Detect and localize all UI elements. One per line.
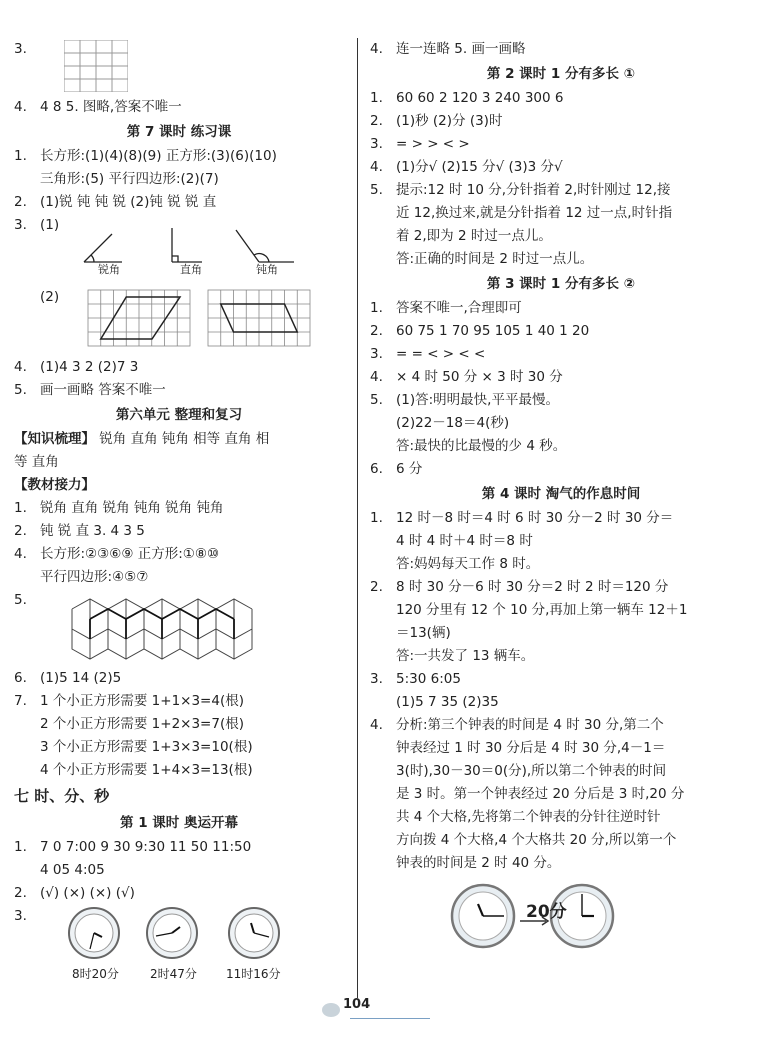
answer-text: 钝 锐 直 3. 4 3 5 [40, 523, 145, 539]
answer-3-parallelograms [14, 286, 344, 356]
l4-answer-4-b [370, 737, 752, 760]
section-tag: 【教材接力】 [14, 477, 95, 493]
answer-text: 7 0 7:00 9 30 9:30 11 50 11:50 [40, 839, 252, 855]
column-divider [357, 38, 358, 998]
l4-answer-2-d [370, 645, 752, 668]
clocks-figure [66, 905, 286, 961]
item-number: 3. [14, 41, 27, 57]
lesson-heading: 第 3 课时 1 分有多长 ② [486, 276, 636, 292]
answer-text: (2)22－18＝4(秒) [396, 415, 510, 431]
item-number: 4. [370, 41, 383, 57]
item-number: 3. [370, 346, 383, 362]
relay-1 [14, 497, 344, 520]
answer-text: (1) [40, 217, 60, 233]
clock-time-label: 8时20分 [72, 967, 119, 981]
answer-text: 3(时),30－30＝0(分),所以第二个钟表的时间 [396, 763, 667, 779]
answer-text: (√) (×) (×) (√) [40, 885, 135, 901]
left-column [14, 38, 344, 983]
l2-answer-4 [370, 156, 752, 179]
time-2 [14, 882, 344, 905]
answer-text: 锐角 直角 钝角 相等 直角 相 [99, 431, 270, 447]
textbook-relay [14, 474, 344, 497]
item-number: 3. [14, 217, 27, 233]
answer-text: 画一画略 答案不唯一 [40, 382, 166, 398]
answer-4b [14, 356, 344, 379]
answer-text: = = < > < < [396, 346, 486, 362]
item-number: 6. [370, 461, 383, 477]
two-clocks-figure [370, 875, 752, 955]
item-number: 4. [14, 546, 27, 562]
l2-answer-5 [370, 179, 752, 202]
answer-text: 2 个小正方形需要 1+2×3=7(根) [40, 716, 244, 732]
answer-1 [14, 145, 344, 168]
answer-2 [14, 191, 344, 214]
page-number: 104 [343, 997, 371, 1012]
l3-answer-1 [370, 297, 752, 320]
answer-text: = > > < > [396, 136, 470, 152]
answer-text: 锐角 直角 锐角 钝角 锐角 钝角 [40, 500, 224, 516]
item-number: 4. [370, 369, 383, 385]
item-number: 2. [14, 194, 27, 210]
item-number: 5. [370, 182, 383, 198]
l3-answer-5-c [370, 435, 752, 458]
answer-text: (1)5 7 35 (2)35 [396, 694, 499, 710]
l4-answer-4-d [370, 783, 752, 806]
answer-text: 长方形:(1)(4)(8)(9) 正方形:(3)(6)(10) [40, 148, 277, 164]
answer-text: 4 05 4:05 [40, 862, 105, 878]
l4-answer-1 [370, 507, 752, 530]
page-footer-rule [350, 1018, 430, 1019]
item-number: 5. [14, 382, 27, 398]
lesson-heading: 第 2 课时 1 分有多长 ① [486, 66, 636, 82]
knowledge-review-cont [14, 451, 344, 474]
answer-text: ＝13(辆) [396, 625, 451, 641]
answer-text: 三角形:(5) 平行四边形:(2)(7) [40, 171, 219, 187]
l4-answer-4-e [370, 806, 752, 829]
relay-4 [14, 543, 344, 566]
clock-icon [229, 908, 279, 958]
obtuse-angle-label: 钝角 [256, 263, 278, 276]
l4-answer-1-c [370, 553, 752, 576]
answer-text: (1)分√ (2)15 分√ (3)3 分√ [396, 159, 563, 175]
clock-icon [452, 885, 514, 947]
l3-answer-5 [370, 389, 752, 412]
l4-answer-2 [370, 576, 752, 599]
answer-top [370, 38, 752, 61]
relay-2 [14, 520, 344, 543]
l2-answer-5-c [370, 225, 752, 248]
clock-icon [147, 908, 197, 958]
l4-answer-4 [370, 714, 752, 737]
item-number: 4. [14, 99, 27, 115]
l2-answer-2 [370, 110, 752, 133]
answer-text: 等 直角 [14, 454, 59, 470]
item-number: 1. [14, 839, 27, 855]
answer-text: 提示:12 时 10 分,分针指着 2,时针刚过 12,接 [396, 182, 671, 198]
item-number: 1. [370, 300, 383, 316]
answer-text: 5:30 6:05 [396, 671, 461, 687]
answer-text: 共 4 个大格,先将第二个钟表的分针往逆时针 [396, 809, 661, 825]
item-number: 4. [370, 717, 383, 733]
item-number: 4. [370, 159, 383, 175]
acute-angle-label: 锐角 [98, 263, 120, 276]
answer-text: (1)答:明明最快,平平最慢。 [396, 392, 559, 408]
l4-answer-2-b [370, 599, 752, 622]
unit-heading: 第六单元 整理和复习 [115, 407, 243, 423]
item-number: 1. [370, 510, 383, 526]
l3-answer-4 [370, 366, 752, 389]
l4-answer-1-b [370, 530, 752, 553]
answer-text: 长方形:②③⑥⑨ 正方形:①⑧⑩ [40, 546, 220, 562]
l4-answer-3-b [370, 691, 752, 714]
time-3-clocks [14, 905, 344, 983]
answer-text: 60 60 2 120 3 240 300 6 [396, 90, 564, 106]
answer-text: 8 时 30 分－6 时 30 分＝2 时 2 时＝120 分 [396, 579, 669, 595]
relay-7 [14, 690, 344, 713]
item-number: 3. [370, 671, 383, 687]
l2-answer-1 [370, 87, 752, 110]
answer-text: 分析:第三个钟表的时间是 4 时 30 分,第二个 [396, 717, 664, 733]
answer-text: 近 12,换过来,就是分针指着 12 过一点,时针指 [396, 205, 673, 221]
answer-text: 是 3 时。第一个钟表经过 20 分后是 3 时,20 分 [396, 786, 685, 802]
answer-text: 答案不唯一,合理即可 [396, 300, 522, 316]
clock-time-label: 2时47分 [150, 967, 197, 981]
item-number: 2. [370, 323, 383, 339]
item-number: 4. [14, 359, 27, 375]
answer-text: 平行四边形:④⑤⑦ [40, 569, 149, 585]
answer-text: 钟表经过 1 时 30 分后是 4 时 30 分,4－1＝ [396, 740, 666, 756]
answer-3-angles [14, 214, 344, 286]
answer-text: (1)锐 钝 钝 锐 (2)钝 锐 锐 直 [40, 194, 217, 210]
relay-7-d [14, 759, 344, 782]
small-grid-figure [64, 40, 128, 92]
chapter-heading: 七 时、分、秒 [14, 787, 110, 805]
answer-text: 4 时 4 时＋4 时＝8 时 [396, 533, 533, 549]
right-column [370, 38, 752, 955]
relay-4-cont [14, 566, 344, 589]
relay-5 [14, 589, 344, 667]
answer-text: 60 75 1 70 95 105 1 40 1 20 [396, 323, 590, 339]
answer-text: 12 时－8 时＝4 时 6 时 30 分－2 时 30 分＝ [396, 510, 674, 526]
answer-text: 钟表的时间是 2 时 40 分。 [396, 855, 561, 871]
l3-answer-2 [370, 320, 752, 343]
clock-icon [69, 908, 119, 958]
l4-answer-2-c [370, 622, 752, 645]
item-number: 3. [14, 908, 27, 924]
item-number: 1. [370, 90, 383, 106]
knowledge-review [14, 428, 344, 451]
answer-text: (2) [40, 289, 60, 305]
elapsed-time-label: 20分 [526, 902, 567, 922]
right-angle-label: 直角 [180, 263, 202, 276]
answer-text: (1)秒 (2)分 (3)时 [396, 113, 503, 129]
l4-answer-4-g [370, 852, 752, 875]
relay-7-c [14, 736, 344, 759]
cube-pattern-figure [62, 591, 262, 663]
section-tag: 【知识梳理】 [14, 431, 95, 447]
relay-7-b [14, 713, 344, 736]
lesson-heading: 第 7 课时 练习课 [126, 124, 232, 140]
answer-3-grid [14, 38, 344, 96]
page-number-decoration [322, 1003, 340, 1017]
lesson-heading: 第 1 课时 奥运开幕 [120, 815, 238, 831]
answer-text: 1 个小正方形需要 1+1×3=4(根) [40, 693, 244, 709]
answer-text: 120 分里有 12 个 10 分,再加上第一辆车 12＋1 [396, 602, 688, 618]
answer-1-cont [14, 168, 344, 191]
item-number: 5. [370, 392, 383, 408]
lesson-heading: 第 4 课时 淘气的作息时间 [481, 486, 641, 502]
answer-text: 答:正确的时间是 2 时过一点儿。 [396, 251, 594, 267]
answer-text: (1)5 14 (2)5 [40, 670, 122, 686]
l3-answer-6 [370, 458, 752, 481]
item-number: 3. [370, 136, 383, 152]
relay-6 [14, 667, 344, 690]
answer-text: 方向拨 4 个大格,4 个大格共 20 分,所以第一个 [396, 832, 677, 848]
answer-text: 4 8 5. 图略,答案不唯一 [40, 99, 182, 115]
answer-text: × 4 时 50 分 × 3 时 30 分 [396, 369, 563, 385]
answer-text: 3 个小正方形需要 1+3×3=10(根) [40, 739, 253, 755]
l2-answer-5-b [370, 202, 752, 225]
item-number: 5. [14, 592, 27, 608]
answer-text: 答:妈妈每天工作 8 时。 [396, 556, 540, 572]
item-number: 1. [14, 500, 27, 516]
l4-answer-4-f [370, 829, 752, 852]
l3-answer-3 [370, 343, 752, 366]
time-1 [14, 836, 344, 859]
clock-time-label: 11时16分 [226, 967, 281, 981]
l4-answer-4-c [370, 760, 752, 783]
item-number: 2. [370, 113, 383, 129]
answer-text: 6 分 [396, 461, 423, 477]
l4-answer-3 [370, 668, 752, 691]
answer-text: 答:最快的比最慢的少 4 秒。 [396, 438, 567, 454]
item-number: 2. [14, 885, 27, 901]
item-number: 1. [14, 148, 27, 164]
answer-4 [14, 96, 344, 119]
item-number: 7. [14, 693, 27, 709]
l3-answer-5-b [370, 412, 752, 435]
answer-text: 4 个小正方形需要 1+4×3=13(根) [40, 762, 253, 778]
l2-answer-5-d [370, 248, 752, 271]
answer-text: 连一连略 5. 画一画略 [396, 41, 526, 57]
answer-text: (1)4 3 2 (2)7 3 [40, 359, 139, 375]
answer-5 [14, 379, 344, 402]
l2-answer-3 [370, 133, 752, 156]
parallelogram-grids [86, 288, 346, 350]
time-1-cont [14, 859, 344, 882]
answer-text: 答:一共发了 13 辆车。 [396, 648, 535, 664]
item-number: 2. [14, 523, 27, 539]
answer-text: 着 2,即为 2 时过一点儿。 [396, 228, 552, 244]
item-number: 6. [14, 670, 27, 686]
item-number: 2. [370, 579, 383, 595]
